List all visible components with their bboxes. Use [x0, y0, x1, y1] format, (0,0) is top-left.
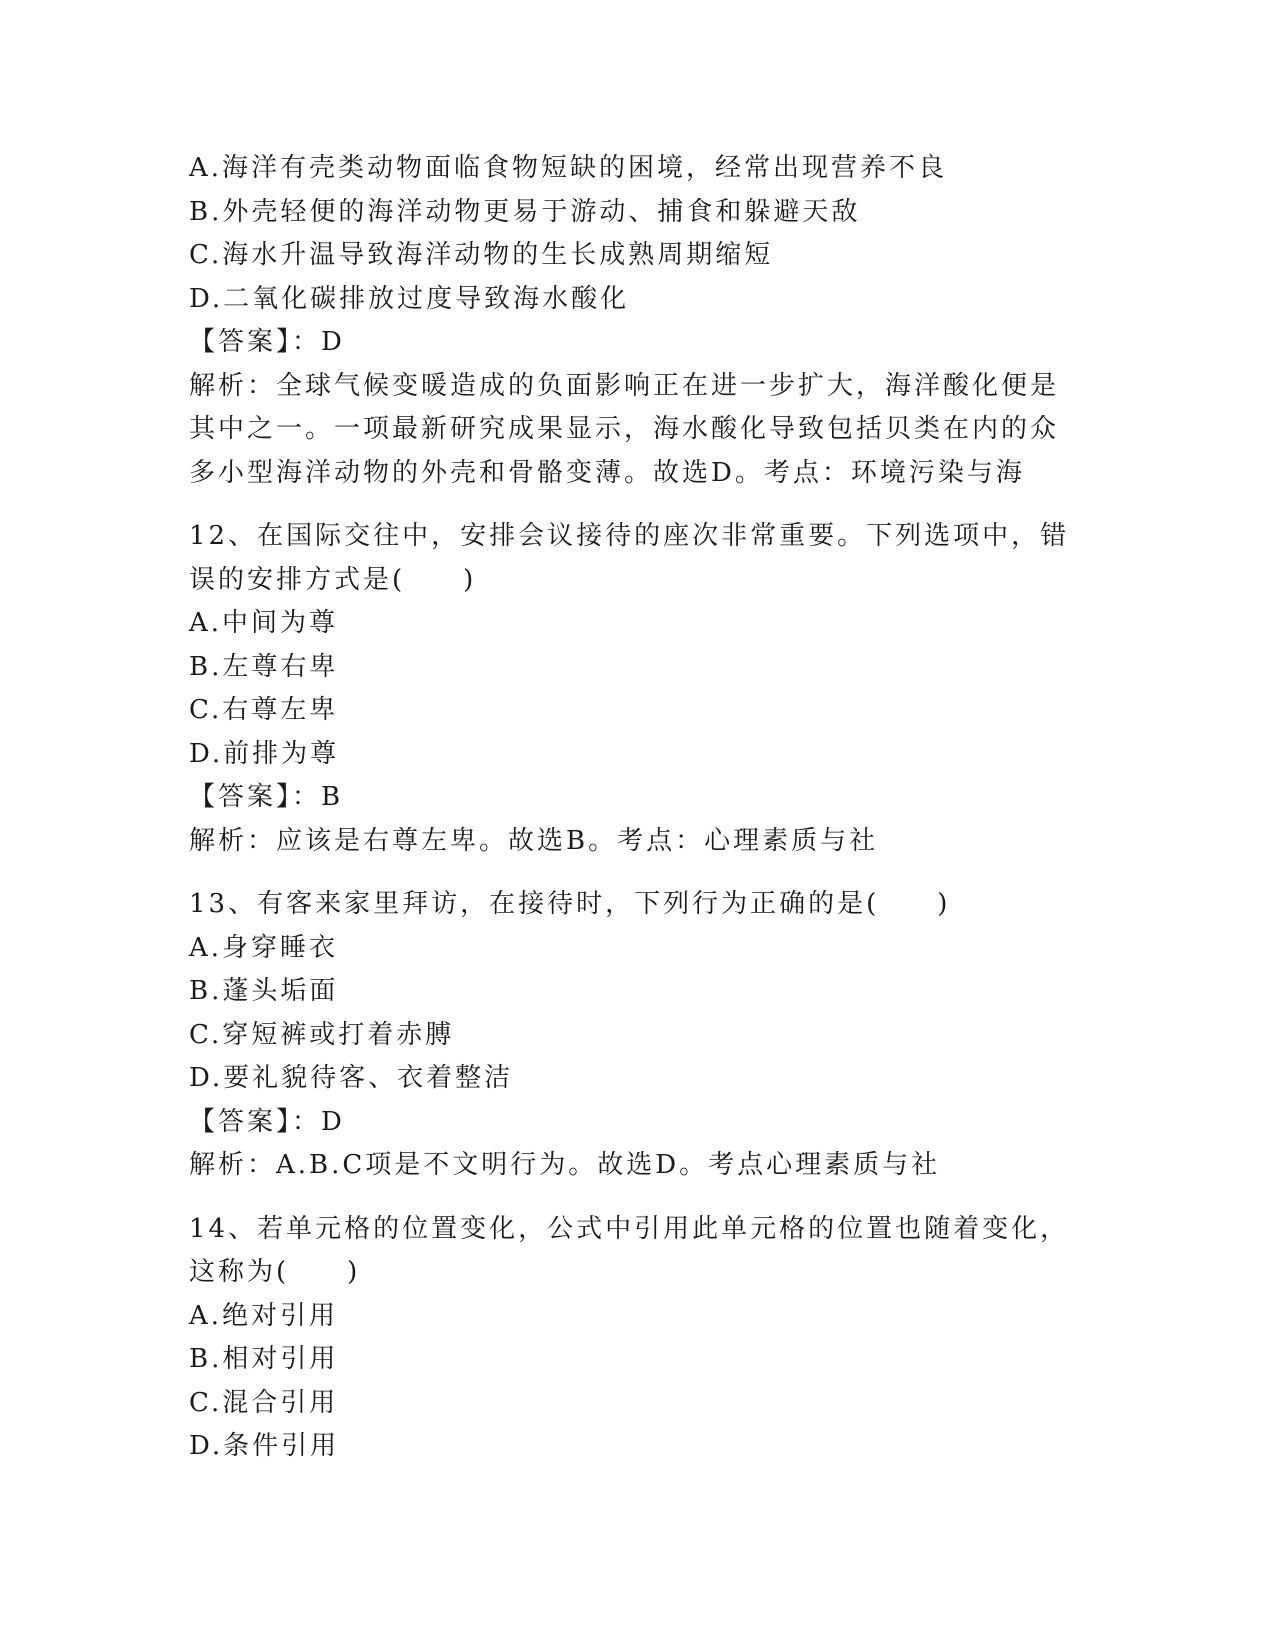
- analysis-line: 解析：应该是右尊左卑。故选B。考点：心理素质与社: [189, 825, 879, 856]
- page-content: [189, 147, 1069, 1469]
- option-d: D.要礼貌待客、衣着整洁: [189, 1063, 514, 1093]
- question-stem: 12、在国际交往中，安排会议接待的座次非常重要。下列选项中，错: [189, 521, 1070, 551]
- question-stem: 14、若单元格的位置变化，公式中引用此单元格的位置也随着变化，: [189, 1213, 1070, 1244]
- option-c: C.混合引用: [189, 1387, 339, 1418]
- question-stem: 误的安排方式是( ): [189, 564, 477, 595]
- question-stem: 这称为( ): [189, 1257, 361, 1287]
- answer-line: 【答案】：B: [189, 782, 344, 812]
- analysis-line: 解析：全球气候变暖造成的负面影响正在进一步扩大，海洋酸化便是: [189, 370, 1060, 401]
- option-b: B.左尊右卑: [189, 651, 339, 682]
- analysis-line: 解析：A.B.C项是不文明行为。故选D。考点心理素质与社: [189, 1150, 941, 1180]
- option-d: D.前排为尊: [189, 738, 340, 769]
- option-a: A.身穿睡衣: [189, 932, 339, 963]
- spacer: [189, 495, 1069, 515]
- question-14: [189, 1208, 1069, 1469]
- question-stem: 13、有客来家里拜访，在接待时，下列行为正确的是( ): [189, 889, 951, 919]
- option-b: B.相对引用: [189, 1344, 339, 1374]
- question-11-tail: [189, 147, 1069, 495]
- analysis-line: 多小型海洋动物的外壳和骨骼变薄。故选D。考点：环境污染与海: [189, 457, 1025, 488]
- analysis-line: 其中之一。一项最新研究成果显示，海水酸化导致包括贝类在内的众: [189, 414, 1060, 444]
- option-b: B.外壳轻便的海洋动物更易于游动、捕食和躲避天敌: [189, 196, 861, 227]
- option-a: A.中间为尊: [189, 608, 339, 638]
- option-a: A.绝对引用: [189, 1300, 339, 1331]
- spacer: [189, 863, 1069, 883]
- option-c: C.右尊左卑: [189, 695, 339, 725]
- option-b: B.蓬头垢面: [189, 976, 339, 1006]
- option-d: D.二氧化碳排放过度导致海水酸化: [189, 283, 630, 314]
- spacer: [189, 1188, 1069, 1208]
- option-c: C.海水升温导致海洋动物的生长成熟周期缩短: [189, 240, 774, 270]
- question-13: [189, 883, 1069, 1188]
- option-c: C.穿短裤或打着赤膊: [189, 1019, 455, 1050]
- option-a: A.海洋有壳类动物面临食物短缺的困境，经常出现营养不良: [189, 153, 948, 183]
- answer-line: 【答案】：D: [189, 327, 345, 357]
- option-d: D.条件引用: [189, 1431, 340, 1461]
- question-12: [189, 515, 1069, 863]
- answer-line: 【答案】：D: [189, 1106, 345, 1137]
